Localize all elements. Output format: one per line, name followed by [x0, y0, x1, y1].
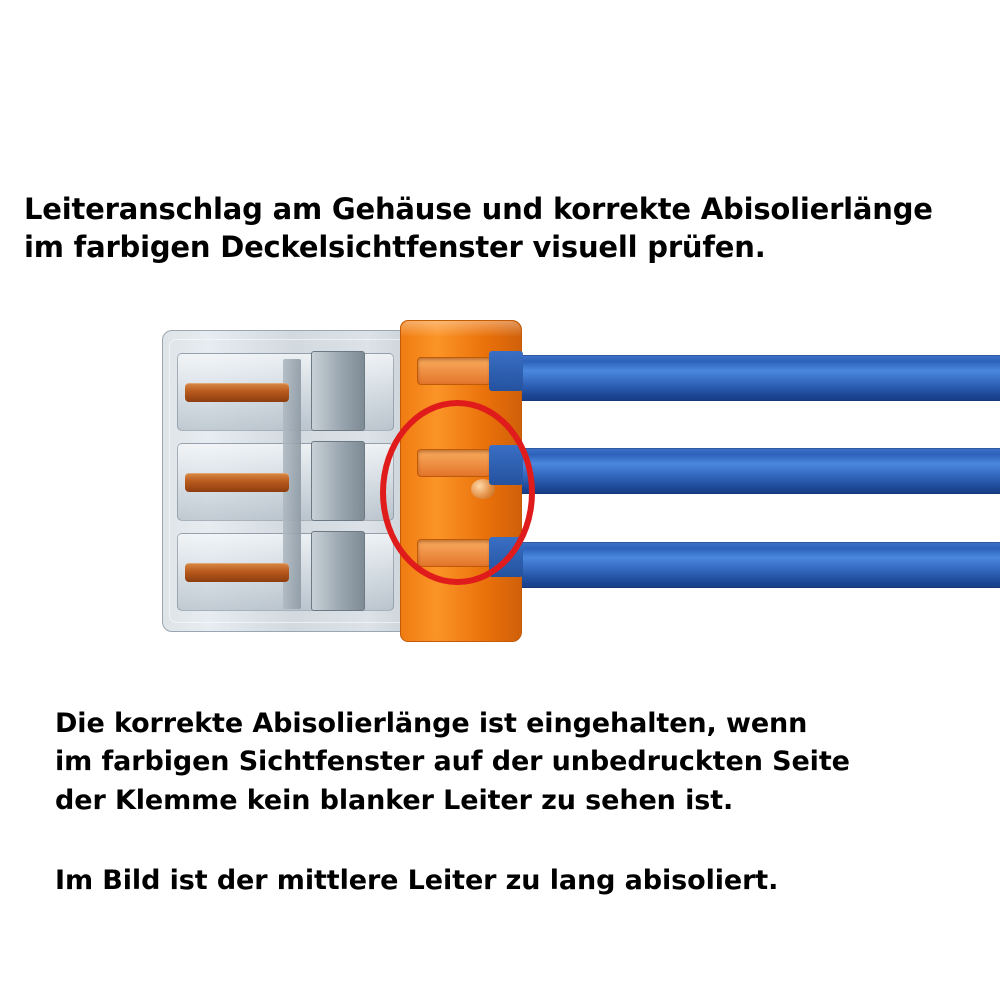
- illustration: [150, 320, 1000, 660]
- copper-conductor-1: [185, 383, 289, 402]
- body-paragraph-2: Im Bild ist der mittlere Leiter zu lang abisoliert.: [55, 865, 779, 896]
- copper-conductor-3: [185, 563, 289, 582]
- copper-conductor-2: [185, 473, 289, 492]
- cable-entry-1: [489, 351, 523, 391]
- page-title: [24, 190, 984, 267]
- body-paragraph-1-line-2: im farbigen Sichtfenster auf der unbedruckten Seite: [55, 746, 850, 778]
- annotation-circle: [380, 400, 535, 585]
- body-paragraph-1-line-3: der Klemme kein blanker Leiter zu sehen ist.: [55, 784, 734, 816]
- connector-housing: [162, 330, 414, 632]
- body-paragraph-1: [55, 705, 975, 820]
- cable-top: [490, 355, 1000, 401]
- cable-bottom: [490, 542, 1000, 588]
- cable-middle: [490, 448, 1000, 494]
- inspection-window-1: [417, 357, 491, 385]
- page-title-line-1: Leiteranschlag am Gehäuse und korrekte Abisolierlänge: [24, 192, 933, 226]
- spring-cage-2: [311, 441, 365, 521]
- body-paragraph-1-line-1: Die korrekte Abisolierlänge ist eingehalten, wenn: [55, 708, 808, 739]
- spring-cage-3: [311, 531, 365, 611]
- page-title-line-2: im farbigen Deckelsichtfenster visuell prüfen.: [24, 230, 766, 265]
- spring-cage-1: [311, 351, 365, 431]
